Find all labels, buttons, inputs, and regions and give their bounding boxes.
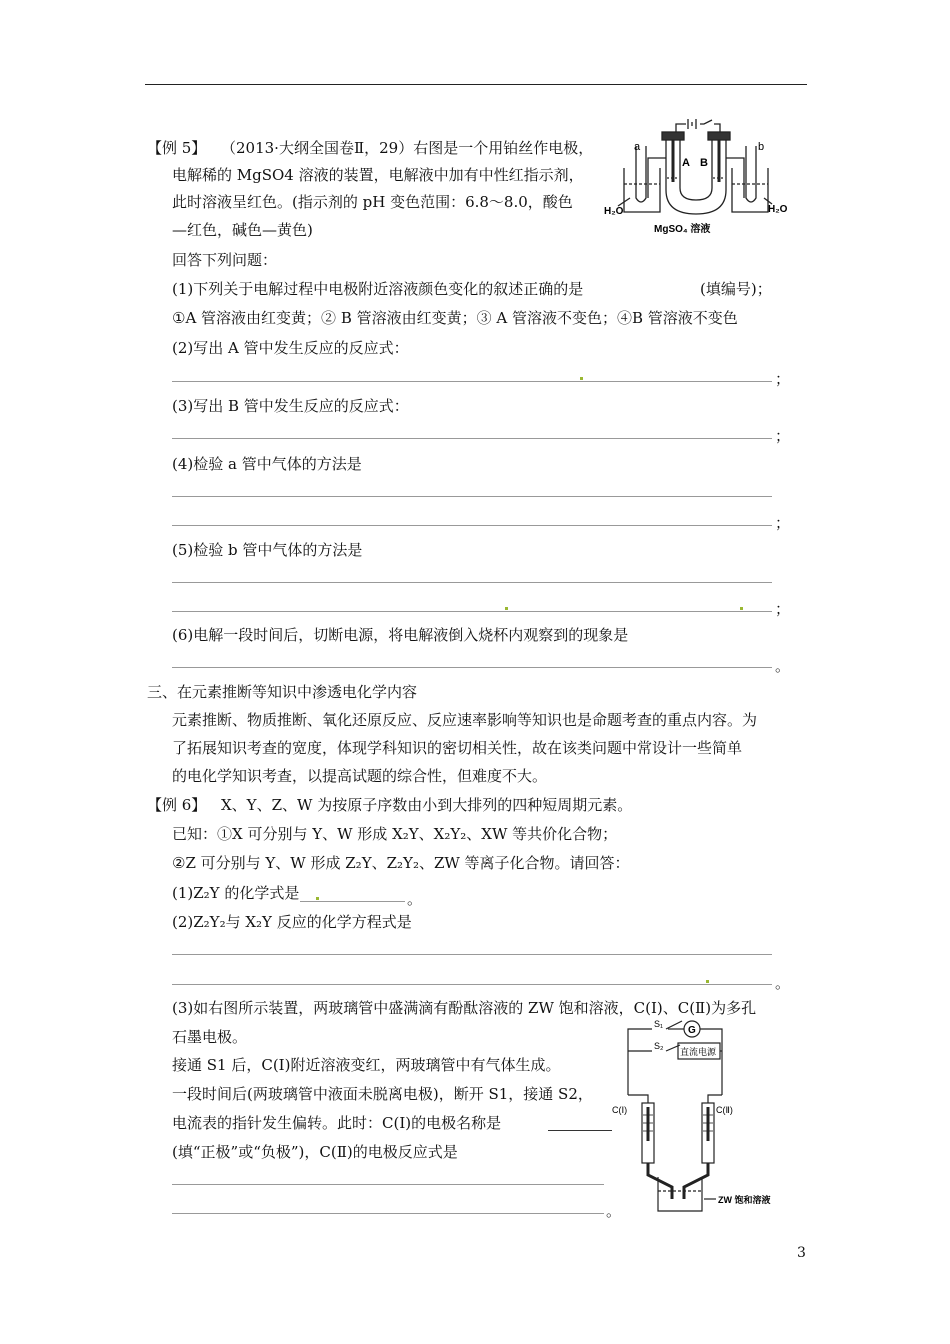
ex6-question-3-line5: 电流表的指针发生偏转。此时：C(Ⅰ)的电极名称是 (172, 1114, 502, 1132)
electrode-c1-label: C(Ⅰ) (612, 1105, 628, 1115)
ex6-question-3-line4: 一段时间后(两玻璃管中液面未脱离电极)，断开 S1，接通 S2， (172, 1085, 593, 1103)
example5-line3: 此时溶液呈红色。(指示剂的 pH 变色范围：6.8～8.0，酸色 (172, 193, 573, 211)
solution-label: ZW 饱和溶液 (718, 1195, 771, 1205)
period: 。 (775, 657, 791, 675)
ex6-question-3-line2: 石墨电极。 (172, 1028, 248, 1046)
example5-prompt: 回答下列问题： (172, 251, 278, 269)
section-paragraph-line2: 了拓展知识考查的宽度，体现学科知识的密切相关性，故在该类问题中常设计一些简单 (172, 739, 743, 757)
example5-line1: （2013·大纲全国卷Ⅱ，29）右图是一个用铂丝作电极， (221, 139, 594, 157)
label-h2o-right: H₂O (768, 204, 788, 215)
page-number: 3 (797, 1245, 806, 1261)
label-a: a (634, 141, 641, 153)
example5-label: 【例 5】 (147, 139, 207, 157)
answer-line[interactable] (172, 954, 772, 955)
answer-line[interactable] (172, 1213, 604, 1214)
label-s1: S₁ (654, 1019, 664, 1029)
semicolon: ； (775, 514, 791, 532)
electrolysis-figure (604, 118, 800, 238)
answer-line[interactable] (172, 381, 772, 382)
example6-label: 【例 6】 (147, 796, 207, 814)
ex6-question-2: (2)Z₂Y₂与 X₂Y 反应的化学方程式是 (172, 913, 412, 931)
section-paragraph-line1: 元素推断、物质推断、氧化还原反应、反应速率影响等知识也是命题考查的重点内容。为 (172, 711, 758, 729)
example6-known2: ②Z 可分别与 Y、W 形成 Z₂Y、Z₂Y₂、ZW 等离子化合物。请回答： (172, 854, 630, 872)
label-s2: S₂ (654, 1041, 664, 1051)
figure-caption: MgSO₄ 溶液 (654, 224, 711, 235)
question-2: (2)写出 A 管中发生反应的反应式： (172, 339, 409, 357)
question-4: (4)检验 a 管中气体的方法是 (172, 455, 362, 473)
speck (505, 607, 508, 610)
question-1: (1)下列关于电解过程中电极附近溶液颜色变化的叙述正确的是 (172, 280, 584, 298)
electrode-c2-label: C(Ⅱ) (716, 1105, 733, 1115)
speck (316, 897, 319, 900)
ex6-question-3-line6: (填“正极”或“负极”)，C(Ⅱ)的电极反应式是 (172, 1143, 458, 1161)
section-title: 三、在元素推断等知识中渗透电化学内容 (147, 683, 418, 701)
question-1-options: ①A 管溶液由红变黄；② B 管溶液由红变黄；③ A 管溶液不变色；④B 管溶液不变色 (172, 309, 738, 327)
ex6-question-3-line3: 接通 S1 后，C(Ⅰ)附近溶液变红，两玻璃管中有气体生成。 (172, 1056, 561, 1074)
ex6-question-3-line1: (3)如右图所示装置，两玻璃管中盛满滴有酚酞溶液的 ZW 饱和溶液，C(Ⅰ)、C(Ⅱ)为多孔 (172, 999, 757, 1017)
example5-line4: —红色，碱色—黄色) (172, 221, 313, 239)
example5-line2: 电解稀的 MgSO4 溶液的装置，电解液中加有中性红指示剂， (172, 166, 584, 184)
example6-known1: 已知：①X 可分别与 Y、W 形成 X₂Y、X₂Y₂、XW 等共价化合物； (172, 825, 618, 843)
answer-line[interactable] (172, 984, 772, 985)
label-A: A (682, 157, 690, 169)
example6-intro: X、Y、Z、W 为按原子序数由小到大排列的四种短周期元素。 (221, 796, 633, 814)
period: 。 (775, 974, 791, 992)
label-b: b (758, 141, 765, 153)
answer-line[interactable] (172, 582, 772, 583)
answer-line[interactable] (172, 1184, 604, 1185)
section-paragraph-line3: 的电化学知识考查，以提高试题的综合性，但难度不大。 (172, 767, 548, 785)
galvanometer-label: G (688, 1025, 696, 1036)
speck (706, 980, 709, 983)
label-B: B (700, 157, 708, 169)
question-5: (5)检验 b 管中气体的方法是 (172, 541, 363, 559)
electrode-name-blank[interactable] (548, 1130, 612, 1131)
question-1-fill: (填编号)； (700, 280, 772, 298)
semicolon: ； (775, 427, 791, 445)
answer-line[interactable] (172, 611, 772, 612)
speck (740, 607, 743, 610)
question-6: (6)电解一段时间后，切断电源，将电解液倒入烧杯内观察到的现象是 (172, 626, 629, 644)
header-rule (145, 84, 807, 85)
ex6-question-1: (1)Z₂Y 的化学式是 (172, 884, 300, 902)
question-3: (3)写出 B 管中发生反应的反应式： (172, 397, 409, 415)
answer-line[interactable] (172, 525, 772, 526)
period: 。 (407, 890, 423, 908)
answer-line[interactable] (172, 438, 772, 439)
label-h2o-left: H₂O (604, 206, 624, 217)
electrode-figure (612, 1015, 808, 1215)
semicolon: ； (775, 600, 791, 618)
speck (580, 377, 583, 380)
answer-line[interactable] (172, 496, 772, 497)
power-label: 直流电源 (680, 1047, 717, 1057)
answer-line[interactable] (172, 667, 772, 668)
semicolon: ； (775, 370, 791, 388)
period: 。 (606, 1202, 622, 1220)
answer-blank[interactable] (300, 901, 405, 902)
